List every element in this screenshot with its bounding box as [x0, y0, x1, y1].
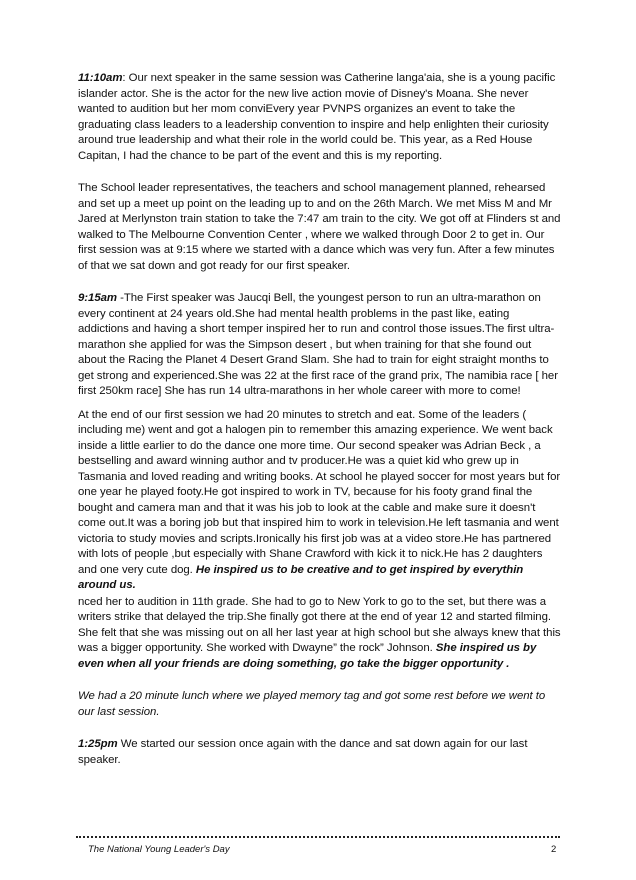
- paragraph-second-speaker: [78, 408, 562, 594]
- inspiration-quote: He inspired us to be creative and to get inspired by everythin around us.: [78, 563, 524, 591]
- paragraph-text: We started our session once again with the dance and sat down again for our last speaker.: [78, 738, 528, 766]
- time-label: 11:10am: [78, 72, 123, 84]
- paragraph-1110am: [78, 71, 562, 164]
- inspiration-quote: She inspired us by even when all your friends are doing something, go take the bigger opportunity .: [78, 642, 537, 670]
- paragraph-125pm: [78, 737, 562, 768]
- footer-divider: [76, 836, 560, 838]
- paragraph-text: The School leader representatives, the teachers and school management planned, rehearsed and set up a meet up point on the leading up to and on the 26th March. We met Miss M and Mr Jared at Merlynston train station to take the 7:47 am train to the city. We got off at Flinders st and walked to The Melbourne Convention Center , where we walked through Door 2 to get in. Our first session was at 9:15 where we started with a dance which was very fun. After a few minutes of that we sat down and got ready for our first speaker.: [78, 182, 561, 272]
- paragraph-planning: [78, 181, 562, 274]
- footer-title: The National Young Leader's Day: [88, 844, 230, 855]
- time-label: 9:15am: [78, 292, 117, 304]
- paragraph-text: We had a 20 minute lunch where we played memory tag and got some rest before we went to our last session.: [78, 690, 546, 718]
- body-text: [78, 71, 562, 768]
- paragraph-text: -The First speaker was Jaucqi Bell, the youngest person to run an ultra-marathon on every continent at 24 years old.She had mental health problems in the past like, eating addictions and having a short temper inspired her to run and control those issues.The first ultra-marathon she applied for was the Simpson desert , but when training for that she found out about the Racing the Planet 4 Desert Grand Slam. She had to train for eight straight months to get strong and experienced.She was 22 at the first race of the grand prix, The namibia race [ her first 250km race] She has run 14 ultra-marathons in her whole career with more to come!: [78, 292, 558, 397]
- page-number: 2: [551, 844, 557, 855]
- paragraph-text: nced her to audition in 11th grade. She had to go to New York to go to the set, but there was a writers strike that delayed the trip.She finally got there at the end of year 12 and started filming. She felt that she was missing out on all her last year at high school but she always knew that this was a bigger opportunity. She worked with Dwayne” the rock” Johnson.: [78, 595, 561, 654]
- paragraph-text: At the end of our first session we had 20 minutes to stretch and eat. Some of the leaders ( including me) went and got a halogen pin to remember this amazing experience. We went back inside a little earlier to do the dance one more time. Our second speaker was Adrian Beck , a bestselling and award winning author and tv producer.He was a quiet kid who grew up in Tasmania and loved reading and writing books. At school he played soccer for most years but for one year he played footy.He got inspired to work in TV, because for his footy grand final the bought and camera man and that it was his job to look at the cable and make sure it doesn't come out.It was a boring job but that inspired him to work in television.He left tasmania and went victoria to study movies and scripts.Ironically his first job was at a video store.He has partnered with lots of people ,but especially with Shane Crawford with kick it to nick.He has 2 daughters and one very cute dog.: [78, 408, 561, 576]
- paragraph-lunch: [78, 689, 562, 720]
- paragraph-continuation: [78, 595, 562, 673]
- paragraph-915am: [78, 291, 562, 400]
- time-label: 1:25pm: [78, 738, 118, 750]
- paragraph-text: : Our next speaker in the same session was Catherine langa'aia, she is a young pacific islander actor. She is the actor for the new live action movie of Disney's Moana. She never wanted to audition but her mom conviEvery year PVNPS organizes an event to take the graduating class leaders to a leadership convention to inspire and help enlighten their curiosity around true leadership and what their role in the world could be. This year, as a Red House Capitan, I had the chance to be part of the event and this is my reporting.: [78, 72, 556, 162]
